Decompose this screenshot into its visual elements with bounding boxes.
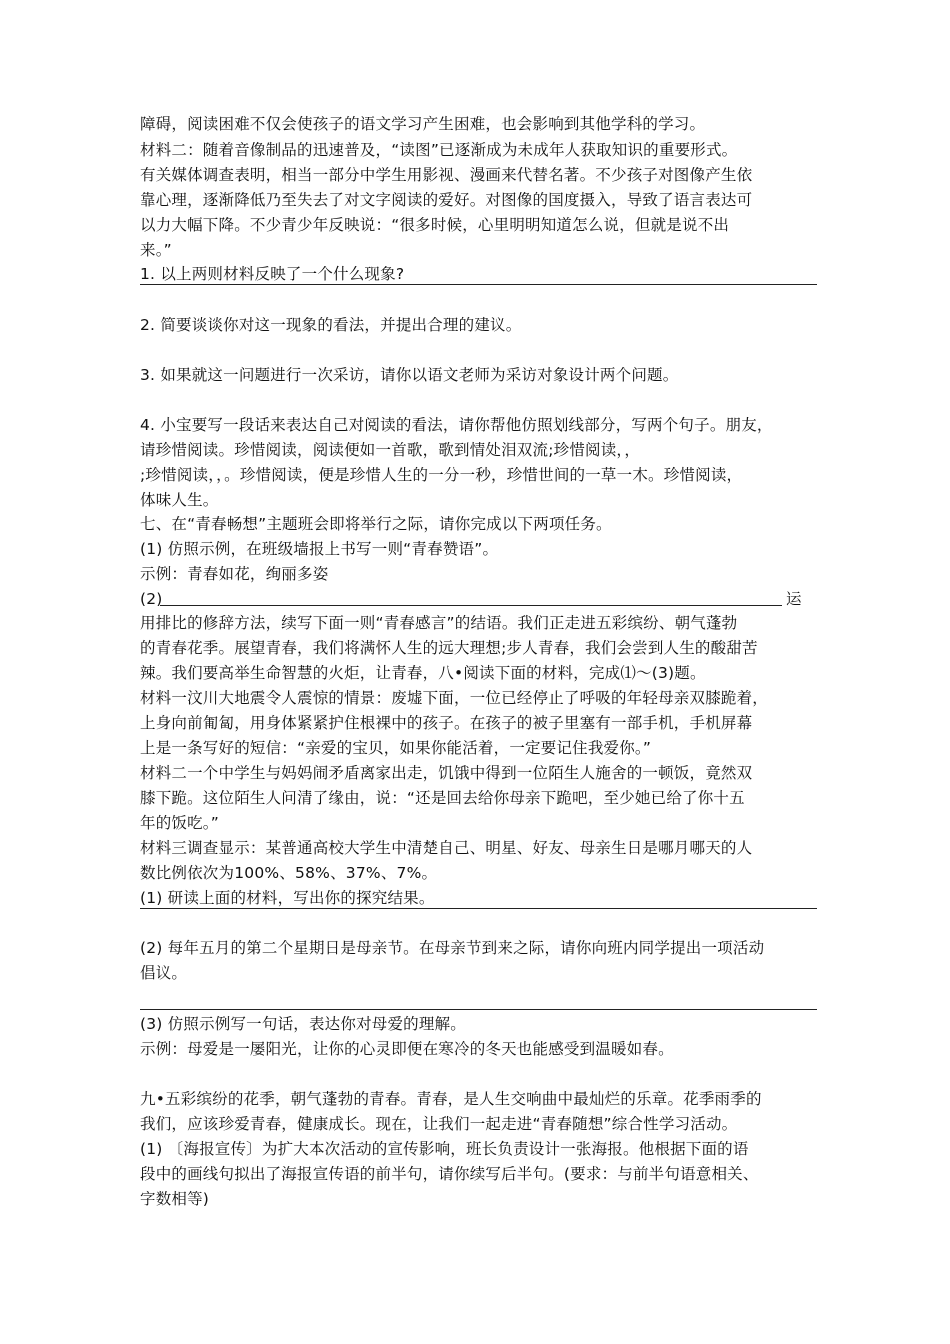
example-line: 示例：母爱是一屡阳光，让你的心灵即便在寒冷的冬天也能感受到温暖如春。: [140, 1040, 674, 1058]
question-3: 3. 如果就这一问题进行一次采访，请你以语文老师为采访对象设计两个问题。: [140, 366, 679, 384]
material-2: 材料二一个中学生与妈妈闹矛盾离家出走，饥饿中得到一位陌生人施舍的一顿饭，竟然双: [140, 764, 753, 782]
task-1: (1) 〔海报宣传〕为扩大本次活动的宣传影响，班长负责设计一张海报。他根据下面的语: [140, 1140, 749, 1158]
task-1: (1) 仿照示例，在班级墙报上书写一则“青春赞语”。: [140, 540, 499, 558]
text-line: 膝下跪。这位陌生人问清了缘由，说：“还是回去给你母亲下跪吧，至少她已给了你十五: [140, 789, 745, 807]
text-line: 字数相等): [140, 1190, 210, 1208]
question-2: 2. 简要谈谈你对这一现象的看法，并提出合理的建议。: [140, 316, 522, 334]
answer-line: [140, 284, 817, 285]
text-line: 我们，应该珍爱青春，健康成长。现在，让我们一起走进“青春随想”综合性学习活动。: [140, 1115, 738, 1133]
section-7-heading: 七、在“青春畅想”主题班会即将举行之际，请你完成以下两项任务。: [140, 515, 612, 533]
text-line: 体味人生。: [140, 491, 219, 509]
text-line: 的青春花季。展望青春，我们将满怀人生的远大理想;步人青春，我们会尝到人生的酸甜苦: [140, 639, 758, 657]
material-1: 材料一汶川大地震令人震惊的情景：废墟下面，一位已经停止了呼吸的年轻母亲双膝跪着，: [140, 689, 769, 707]
text-line: 上是一条写好的短信：“亲爱的宝贝，如果你能活着，一定要记住我爱你。”: [140, 739, 652, 757]
text-line: ;珍惜阅读，，。珍惜阅读，便是珍惜人生的一分一秒，珍惜世间的一草一木。珍惜阅读，: [140, 466, 743, 484]
task-2-label: (2): [140, 590, 163, 608]
question-1: 1. 以上两则材料反映了一个什么现象?: [140, 265, 405, 283]
text-line: 请珍惜阅读。珍惜阅读，阅读便如一首歌，歌到情处泪双流;珍惜阅读，，: [140, 441, 641, 459]
text-line: 辣。我们要高举生命智慧的火炬，让青春，八•阅读下面的材料，完成⑴〜(3)题。: [140, 664, 706, 682]
sub-question-2: (2) 每年五月的第二个星期日是母亲节。在母亲节到来之际，请你向班内同学提出一项活动: [140, 939, 765, 957]
example-line: 示例：青春如花，绚丽多姿: [140, 565, 329, 583]
text-line: 有关媒体调查表明，相当一部分中学生用影视、漫画来代替名著。不少孩子对图像产生依: [140, 166, 753, 184]
answer-line: [140, 1009, 817, 1010]
text-line: 障碍，阅读困难不仅会使孩子的语文学习产生困难，也会影响到其他学科的学习。: [140, 115, 706, 133]
text-line: 用排比的修辞方法，续写下面一则“青春感言”的结语。我们正走进五彩缤纷、朝气蓬勃: [140, 614, 738, 632]
text-line: 材料二：随着音像制品的迅速普及，“读图”已逐渐成为未成年人获取知识的重要形式。: [140, 141, 738, 159]
line-tail: 运: [786, 590, 802, 608]
answer-line: [160, 605, 782, 606]
answer-line: [140, 908, 817, 909]
sub-question-3: (3) 仿照示例写一句话，表达你对母爱的理解。: [140, 1015, 466, 1033]
material-3: 材料三调查显示：某普通高校大学生中清楚自己、明星、好友、母亲生日是哪月哪天的人: [140, 839, 753, 857]
text-line: 段中的画线句拟出了海报宣传语的前半句，请你续写后半句。(要求：与前半句语意相关、: [140, 1165, 759, 1183]
text-line: 来。”: [140, 241, 172, 259]
text-line: 以力大幅下降。不少青少年反映说：“很多时候，心里明明知道怎么说，但就是说不出: [140, 216, 730, 234]
section-9-heading: 九•五彩缤纷的花季，朝气蓬勃的青春。青春，是人生交响曲中最灿烂的乐章。花季雨季的: [140, 1090, 762, 1108]
sub-question-1: (1) 研读上面的材料，写出你的探究结果。: [140, 889, 435, 907]
question-4: 4. 小宝要写一段话来表达自己对阅读的看法，请你帮他仿照划线部分，写两个句子。朋友，: [140, 416, 773, 434]
text-line: 年的饭吃。”: [140, 814, 219, 832]
text-line: 上身向前匍匐，用身体紧紧护住根裸中的孩子。在孩子的被子里塞有一部手机，手机屏幕: [140, 714, 753, 732]
text-line: 靠心理，逐渐降低乃至失去了对文字阅读的爱好。对图像的国度摄入，导致了语言表达可: [140, 191, 753, 209]
text-line: 倡议。: [140, 964, 188, 982]
text-line: 数比例依次为100%、58%、37%、7%。: [140, 864, 438, 882]
